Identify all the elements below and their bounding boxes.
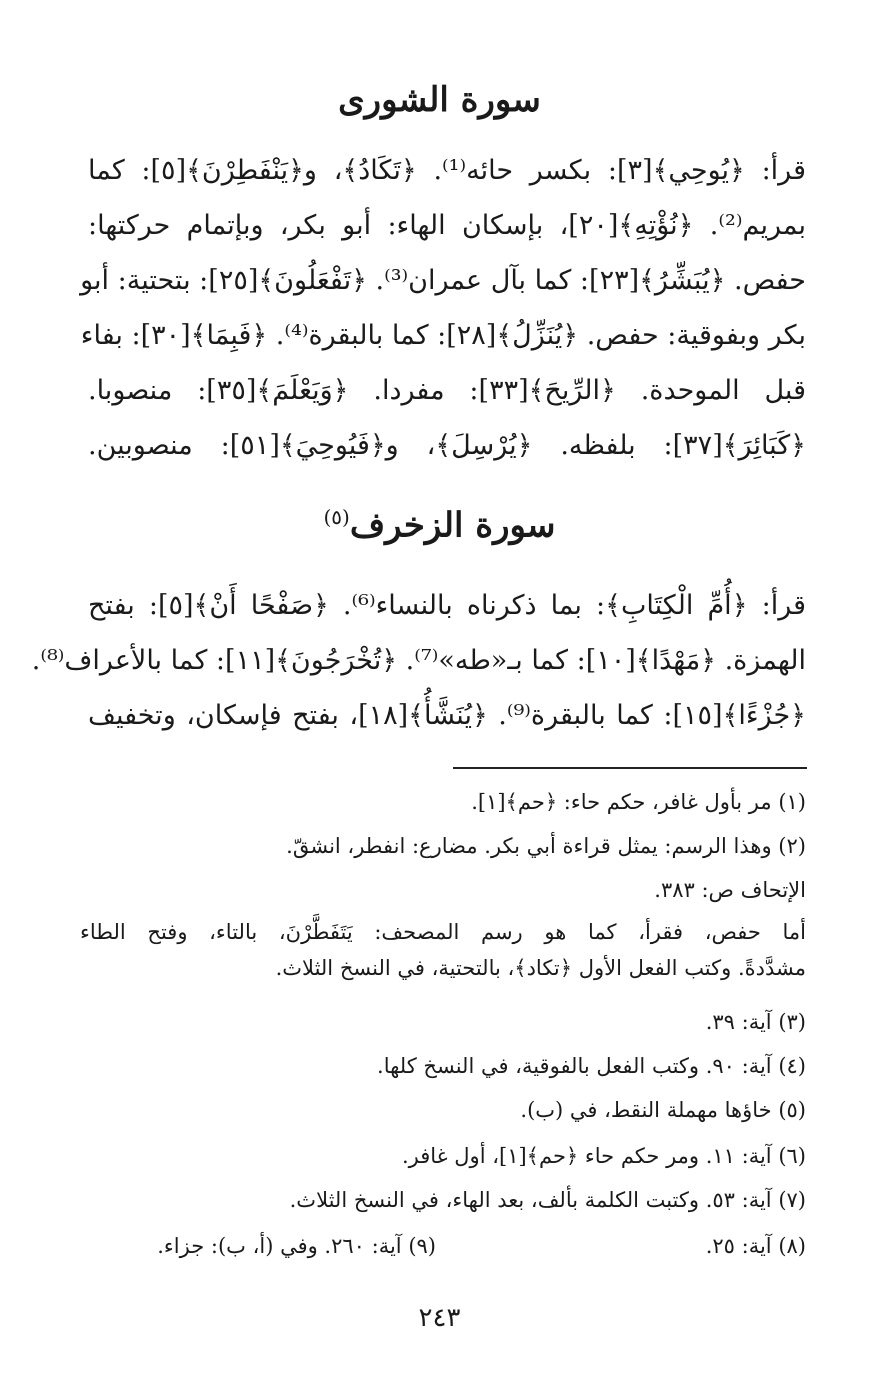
surah-title-azzukhruf-text: سورة الزخرف [349, 505, 556, 546]
body1-line-6: ﴿كَبَائِرَ﴾[٣٧]: بلفظه. ﴿يُرْسِلَ﴾، و﴿فَيُوحِيَ﴾[٥١]: منصوبين. [88, 430, 807, 461]
footnote-5: (٥) خاؤها مهملة النقط، في (ب). [520, 1098, 806, 1122]
footnote-8: (٨) آية: ٢٥. [705, 1234, 806, 1258]
footnote-1: (١) مر بأول غافر، حكم حاء: ﴿حم﴾[١]. [471, 790, 806, 814]
footnote-2-continuation-1: أما حفص، فقرأ، كما هو رسم المصحف: يَتَفَطَّرْنَ، بالتاء، وفتح الطاء [80, 920, 806, 944]
footnote-row-8-9 [80, 1234, 806, 1264]
body1-line-5: قبل الموحدة. ﴿الرِّيحَ﴾[٣٣]: مفردا. ﴿وَيَعْلَمَ﴾[٣٥]: منصوبا. [88, 375, 806, 406]
footnote-4: (٤) آية: ٩٠. وكتب الفعل بالفوقية، في النسخ كلها. [377, 1054, 806, 1078]
footnote-6: (٦) آية: ١١. ومر حكم حاء ﴿حم﴾[١]، أول غافر. [401, 1144, 806, 1168]
footnote-2-source: الإتحاف ص: ٣٨٣. [654, 878, 806, 902]
footnote-7: (٧) آية: ٥٣. وكتبت الكلمة بألف، بعد الهاء، في النسخ الثلاث. [289, 1188, 806, 1212]
body2-line-2: الهمزة. ﴿مَهْدًا﴾[١٠]: كما بـ«طه»⁽⁷⁾. ﴿تُخْرَجُونَ﴾[١١]: كما بالأعراف⁽⁸⁾. [31, 645, 806, 676]
footnote-2: (٢) وهذا الرسم: يمثل قراءة أبي بكر. مضارع: انفطر، انشقّ. [286, 834, 806, 858]
page-number: ٢٤٣ [418, 1303, 461, 1333]
body1-line-3: حفص. ﴿يُبَشِّرُ﴾[٢٣]: كما بآل عمران⁽³⁾. ﴿تَفْعَلُونَ﴾[٢٥]: بتحتية: أبو [80, 265, 806, 296]
body2-line-1: قرأ: ﴿أُمِّ الْكِتَابِ﴾: بما ذكرناه بالنساء⁽⁶⁾. ﴿صَفْحًا أَنْ﴾[٥]: بفتح [88, 590, 807, 621]
footnote-2-continuation-2: مشدَّدةً. وكتب الفعل الأول ﴿تكاد﴾، بالتحتية، في النسخ الثلاث. [275, 956, 806, 980]
footnote-3: (٣) آية: ٣٩. [705, 1010, 806, 1034]
surah-title-azzukhruf-note: (٥) [323, 505, 350, 529]
body2-line-3: ﴿جُزْءًا﴾[١٥]: كما بالبقرة⁽⁹⁾. ﴿يُنَشَّأُ﴾[١٨]، بفتح فإسكان، وتخفيف [88, 700, 807, 731]
footnote-separator [453, 767, 807, 769]
body1-line-4: بكر وبفوقية: حفص. ﴿يُنَزِّلُ﴾[٢٨]: كما بالبقرة⁽⁴⁾. ﴿فَبِمَا﴾[٣٠]: بفاء [80, 320, 806, 351]
body1-line-1: قرأ: ﴿يُوحِي﴾[٣]: بكسر حائه⁽¹⁾. ﴿تَكَادُ﴾، و﴿يَنْفَطِرْنَ﴾[٥]: كما [88, 155, 806, 186]
surah-title-ashura [0, 80, 879, 120]
body1-line-2: بمريم⁽²⁾. ﴿نُؤْتِهِ﴾[٢٠]، بإسكان الهاء: أبو بكر، وبإتمام حركتها: [88, 210, 806, 241]
footnote-9: (٩) آية: ٢٦٠. وفي (أ، ب): جزاء. [157, 1234, 436, 1258]
surah-title-ashura-text: سورة الشورى [338, 80, 541, 120]
surah-title-azzukhruf [0, 505, 879, 545]
